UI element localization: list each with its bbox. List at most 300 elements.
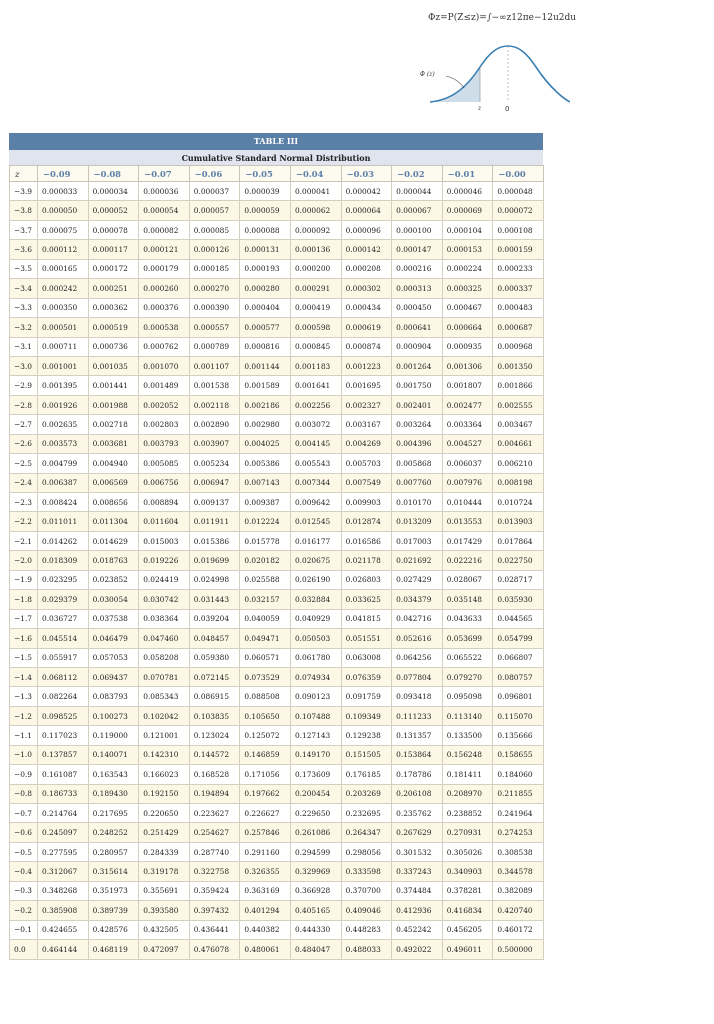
probability-cell: 0.028067	[442, 570, 493, 589]
probability-cell: 0.000325	[442, 279, 493, 298]
probability-cell: 0.001926	[38, 395, 89, 414]
probability-cell: 0.009387	[240, 493, 291, 512]
probability-cell: 0.267629	[392, 823, 443, 842]
z-value-cell: −3.4	[10, 279, 38, 298]
probability-cell: 0.048457	[189, 629, 240, 648]
probability-cell: 0.119000	[88, 726, 139, 745]
z-value-cell: −0.8	[10, 784, 38, 803]
probability-cell: 0.006947	[189, 473, 240, 492]
table-row	[10, 881, 544, 900]
probability-cell: 0.129238	[341, 726, 392, 745]
probability-cell: 0.000224	[442, 259, 493, 278]
probability-cell: 0.000185	[189, 259, 240, 278]
z-value-cell: −0.5	[10, 842, 38, 861]
z-value-cell: −0.3	[10, 881, 38, 900]
table-row	[10, 337, 544, 356]
probability-cell: 0.488033	[341, 940, 392, 959]
table-row	[10, 920, 544, 939]
probability-cell: 0.005543	[290, 454, 341, 473]
probability-cell: 0.024998	[189, 570, 240, 589]
probability-cell: 0.178786	[392, 765, 443, 784]
probability-cell: 0.000362	[88, 298, 139, 317]
probability-cell: 0.002052	[139, 395, 190, 414]
table-row	[10, 590, 544, 609]
probability-cell: 0.001107	[189, 356, 240, 375]
probability-cell: 0.052616	[392, 629, 443, 648]
probability-cell: 0.166023	[139, 765, 190, 784]
probability-cell: 0.500000	[493, 940, 544, 959]
bell-curve	[430, 46, 570, 102]
probability-cell: 0.083793	[88, 687, 139, 706]
probability-cell: 0.000313	[392, 279, 443, 298]
zero-label: 0	[505, 105, 510, 113]
probability-cell: 0.000450	[392, 298, 443, 317]
probability-cell: 0.319178	[139, 862, 190, 881]
probability-cell: 0.021178	[341, 551, 392, 570]
probability-cell: 0.093418	[392, 687, 443, 706]
probability-cell: 0.245097	[38, 823, 89, 842]
probability-cell: 0.000136	[290, 240, 341, 259]
probability-cell: 0.046479	[88, 629, 139, 648]
probability-cell: 0.000619	[341, 318, 392, 337]
probability-cell: 0.044565	[493, 609, 544, 628]
probability-cell: 0.000153	[442, 240, 493, 259]
probability-cell: 0.003681	[88, 434, 139, 453]
phi-pointer	[446, 76, 464, 88]
probability-cell: 0.001144	[240, 356, 291, 375]
normal-table	[9, 133, 543, 960]
probability-cell: 0.018763	[88, 551, 139, 570]
column-header: −0.01	[442, 166, 493, 182]
probability-cell: 0.001183	[290, 356, 341, 375]
probability-cell: 0.069437	[88, 667, 139, 686]
z-label: z	[478, 105, 482, 112]
probability-cell: 0.370700	[341, 881, 392, 900]
probability-cell: 0.057053	[88, 648, 139, 667]
z-column-header: z	[10, 166, 38, 182]
probability-cell: 0.017864	[493, 531, 544, 550]
table-body	[10, 182, 544, 960]
probability-cell: 0.051551	[341, 629, 392, 648]
probability-cell: 0.456205	[442, 920, 493, 939]
z-value-cell: −2.6	[10, 434, 38, 453]
probability-cell: 0.232695	[341, 804, 392, 823]
probability-cell: 0.133500	[442, 726, 493, 745]
probability-cell: 0.018309	[38, 551, 89, 570]
probability-cell: 0.000434	[341, 298, 392, 317]
probability-cell: 0.000291	[290, 279, 341, 298]
probability-cell: 0.008424	[38, 493, 89, 512]
probability-cell: 0.211855	[493, 784, 544, 803]
probability-cell: 0.088508	[240, 687, 291, 706]
probability-cell: 0.432505	[139, 920, 190, 939]
column-header: −0.09	[38, 166, 89, 182]
probability-cell: 0.000200	[290, 259, 341, 278]
table-row	[10, 667, 544, 686]
probability-cell: 0.015003	[139, 531, 190, 550]
probability-cell: 0.274253	[493, 823, 544, 842]
probability-cell: 0.409046	[341, 901, 392, 920]
probability-cell: 0.000350	[38, 298, 89, 317]
probability-cell: 0.401294	[240, 901, 291, 920]
probability-cell: 0.001070	[139, 356, 190, 375]
probability-cell: 0.082264	[38, 687, 89, 706]
z-value-cell: −2.3	[10, 493, 38, 512]
probability-cell: 0.444330	[290, 920, 341, 939]
table-row	[10, 862, 544, 881]
probability-cell: 0.206108	[392, 784, 443, 803]
probability-cell: 0.340903	[442, 862, 493, 881]
table-row	[10, 318, 544, 337]
probability-cell: 0.280957	[88, 842, 139, 861]
table-row	[10, 706, 544, 725]
probability-cell: 0.085343	[139, 687, 190, 706]
phi-label: Φ (z)	[420, 71, 435, 78]
probability-cell: 0.472097	[139, 940, 190, 959]
probability-cell: 0.000033	[38, 182, 89, 201]
probability-cell: 0.000483	[493, 298, 544, 317]
z-value-cell: −1.7	[10, 609, 38, 628]
probability-cell: 0.014262	[38, 531, 89, 550]
probability-cell: 0.291160	[240, 842, 291, 861]
probability-cell: 0.017429	[442, 531, 493, 550]
probability-cell: 0.000641	[392, 318, 443, 337]
z-value-cell: −0.7	[10, 804, 38, 823]
probability-cell: 0.254627	[189, 823, 240, 842]
z-value-cell: −0.2	[10, 901, 38, 920]
probability-cell: 0.005868	[392, 454, 443, 473]
probability-cell: 0.068112	[38, 667, 89, 686]
column-header: −0.08	[88, 166, 139, 182]
probability-cell: 0.020675	[290, 551, 341, 570]
probability-cell: 0.073529	[240, 667, 291, 686]
probability-cell: 0.137857	[38, 745, 89, 764]
probability-cell: 0.452242	[392, 920, 443, 939]
probability-cell: 0.058208	[139, 648, 190, 667]
probability-cell: 0.121001	[139, 726, 190, 745]
probability-cell: 0.223627	[189, 804, 240, 823]
probability-cell: 0.090123	[290, 687, 341, 706]
probability-cell: 0.149170	[290, 745, 341, 764]
probability-cell: 0.032884	[290, 590, 341, 609]
probability-cell: 0.000054	[139, 201, 190, 220]
probability-cell: 0.000404	[240, 298, 291, 317]
probability-cell: 0.049471	[240, 629, 291, 648]
probability-cell: 0.117023	[38, 726, 89, 745]
probability-cell: 0.156248	[442, 745, 493, 764]
z-value-cell: −3.9	[10, 182, 38, 201]
probability-cell: 0.000557	[189, 318, 240, 337]
probability-cell: 0.077804	[392, 667, 443, 686]
table-row	[10, 940, 544, 959]
probability-cell: 0.176185	[341, 765, 392, 784]
probability-cell: 0.074934	[290, 667, 341, 686]
table-row	[10, 182, 544, 201]
z-value-cell: −3.8	[10, 201, 38, 220]
z-value-cell: −1.8	[10, 590, 38, 609]
probability-cell: 0.063008	[341, 648, 392, 667]
probability-cell: 0.241964	[493, 804, 544, 823]
probability-cell: 0.000390	[189, 298, 240, 317]
probability-cell: 0.080757	[493, 667, 544, 686]
probability-cell: 0.004940	[88, 454, 139, 473]
probability-cell: 0.184060	[493, 765, 544, 784]
table-row	[10, 648, 544, 667]
probability-cell: 0.000057	[189, 201, 240, 220]
table-title: TABLE III	[9, 133, 543, 150]
probability-cell: 0.053699	[442, 629, 493, 648]
probability-cell: 0.348268	[38, 881, 89, 900]
probability-cell: 0.000577	[240, 318, 291, 337]
probability-cell: 0.000126	[189, 240, 240, 259]
probability-cell: 0.385908	[38, 901, 89, 920]
probability-cell: 0.064256	[392, 648, 443, 667]
probability-cell: 0.000039	[240, 182, 291, 201]
column-header: −0.00	[493, 166, 544, 182]
probability-cell: 0.107488	[290, 706, 341, 725]
probability-cell: 0.016177	[290, 531, 341, 550]
probability-cell: 0.000100	[392, 220, 443, 239]
probability-cell: 0.079270	[442, 667, 493, 686]
probability-cell: 0.000172	[88, 259, 139, 278]
shaded-area	[430, 67, 480, 102]
probability-cell: 0.378281	[442, 881, 493, 900]
probability-cell: 0.000376	[139, 298, 190, 317]
probability-cell: 0.007976	[442, 473, 493, 492]
probability-cell: 0.001866	[493, 376, 544, 395]
probability-cell: 0.000062	[290, 201, 341, 220]
probability-cell: 0.007143	[240, 473, 291, 492]
z-value-cell: −2.5	[10, 454, 38, 473]
probability-cell: 0.100273	[88, 706, 139, 725]
probability-cell: 0.004269	[341, 434, 392, 453]
cdf-formula: Φz=P(Z≤z)=∫−∞z12πe−12u2du	[428, 13, 577, 23]
probability-cell: 0.000242	[38, 279, 89, 298]
probability-cell: 0.001538	[189, 376, 240, 395]
probability-cell: 0.098525	[38, 706, 89, 725]
probability-cell: 0.492022	[392, 940, 443, 959]
z-value-cell: −0.6	[10, 823, 38, 842]
z-value-cell: −2.1	[10, 531, 38, 550]
probability-cell: 0.000046	[442, 182, 493, 201]
probability-cell: 0.308538	[493, 842, 544, 861]
table-row	[10, 356, 544, 375]
probability-cell: 0.070781	[139, 667, 190, 686]
probability-cell: 0.000159	[493, 240, 544, 259]
probability-cell: 0.006037	[442, 454, 493, 473]
probability-cell: 0.000519	[88, 318, 139, 337]
probability-cell: 0.000501	[38, 318, 89, 337]
probability-cell: 0.001223	[341, 356, 392, 375]
probability-cell: 0.042716	[392, 609, 443, 628]
z-value-cell: −0.4	[10, 862, 38, 881]
table-row	[10, 493, 544, 512]
probability-cell: 0.004661	[493, 434, 544, 453]
probability-cell: 0.004145	[290, 434, 341, 453]
probability-cell: 0.001489	[139, 376, 190, 395]
probability-cell: 0.011911	[189, 512, 240, 531]
probability-cell: 0.146859	[240, 745, 291, 764]
probability-cell: 0.096801	[493, 687, 544, 706]
z-value-cell: −3.6	[10, 240, 38, 259]
probability-cell: 0.065522	[442, 648, 493, 667]
probability-cell: 0.007344	[290, 473, 341, 492]
probability-cell: 0.002890	[189, 415, 240, 434]
z-value-cell: −0.1	[10, 920, 38, 939]
probability-cell: 0.000078	[88, 220, 139, 239]
probability-cell: 0.305026	[442, 842, 493, 861]
column-header: −0.06	[189, 166, 240, 182]
probability-cell: 0.000687	[493, 318, 544, 337]
probability-cell: 0.026190	[290, 570, 341, 589]
table-row	[10, 804, 544, 823]
probability-cell: 0.055917	[38, 648, 89, 667]
table-row	[10, 279, 544, 298]
column-header: −0.02	[392, 166, 443, 182]
probability-cell: 0.001350	[493, 356, 544, 375]
probability-cell: 0.023852	[88, 570, 139, 589]
probability-cell: 0.017003	[392, 531, 443, 550]
probability-cell: 0.015386	[189, 531, 240, 550]
table-row	[10, 687, 544, 706]
probability-cell: 0.004527	[442, 434, 493, 453]
probability-cell: 0.003907	[189, 434, 240, 453]
z-value-cell: −1.9	[10, 570, 38, 589]
column-header: −0.03	[341, 166, 392, 182]
probability-cell: 0.125072	[240, 726, 291, 745]
probability-cell: 0.248252	[88, 823, 139, 842]
probability-cell: 0.054799	[493, 629, 544, 648]
probability-cell: 0.000419	[290, 298, 341, 317]
probability-cell: 0.351973	[88, 881, 139, 900]
probability-cell: 0.217695	[88, 804, 139, 823]
probability-cell: 0.010724	[493, 493, 544, 512]
probability-cell: 0.001807	[442, 376, 493, 395]
probability-cell: 0.000064	[341, 201, 392, 220]
probability-cell: 0.142310	[139, 745, 190, 764]
probability-cell: 0.161087	[38, 765, 89, 784]
table-row	[10, 512, 544, 531]
probability-cell: 0.005386	[240, 454, 291, 473]
probability-cell: 0.001264	[392, 356, 443, 375]
probability-cell: 0.109349	[341, 706, 392, 725]
probability-cell: 0.436441	[189, 920, 240, 939]
probability-cell: 0.326355	[240, 862, 291, 881]
table-row	[10, 259, 544, 278]
probability-cell: 0.111233	[392, 706, 443, 725]
probability-cell: 0.127143	[290, 726, 341, 745]
z-value-cell: −1.5	[10, 648, 38, 667]
probability-cell: 0.000096	[341, 220, 392, 239]
z-value-cell: −2.9	[10, 376, 38, 395]
probability-cell: 0.003467	[493, 415, 544, 434]
table-row	[10, 531, 544, 550]
probability-cell: 0.000072	[493, 201, 544, 220]
probability-cell: 0.102042	[139, 706, 190, 725]
probability-cell: 0.003264	[392, 415, 443, 434]
probability-cell: 0.004025	[240, 434, 291, 453]
probability-cell: 0.034379	[392, 590, 443, 609]
probability-cell: 0.000845	[290, 337, 341, 356]
table-row	[10, 434, 544, 453]
probability-cell: 0.363169	[240, 881, 291, 900]
probability-cell: 0.366928	[290, 881, 341, 900]
probability-cell: 0.033625	[341, 590, 392, 609]
probability-cell: 0.005703	[341, 454, 392, 473]
z-value-cell: −1.0	[10, 745, 38, 764]
probability-cell: 0.050503	[290, 629, 341, 648]
table-row	[10, 201, 544, 220]
probability-cell: 0.105650	[240, 706, 291, 725]
table-row	[10, 765, 544, 784]
probability-cell: 0.039204	[189, 609, 240, 628]
probability-cell: 0.294599	[290, 842, 341, 861]
z-value-cell: −2.7	[10, 415, 38, 434]
probability-cell: 0.135666	[493, 726, 544, 745]
probability-cell: 0.277595	[38, 842, 89, 861]
header-row	[10, 166, 544, 182]
table-row	[10, 842, 544, 861]
z-value-cell: −3.5	[10, 259, 38, 278]
probability-cell: 0.072145	[189, 667, 240, 686]
probability-cell: 0.460172	[493, 920, 544, 939]
probability-cell: 0.016586	[341, 531, 392, 550]
normal-curve-figure	[420, 42, 570, 114]
probability-cell: 0.003573	[38, 434, 89, 453]
probability-cell: 0.000052	[88, 201, 139, 220]
probability-cell: 0.002555	[493, 395, 544, 414]
probability-cell: 0.329969	[290, 862, 341, 881]
probability-cell: 0.045514	[38, 629, 89, 648]
probability-cell: 0.359424	[189, 881, 240, 900]
probability-cell: 0.002256	[290, 395, 341, 414]
probability-cell: 0.008656	[88, 493, 139, 512]
probability-cell: 0.416834	[442, 901, 493, 920]
probability-cell: 0.043633	[442, 609, 493, 628]
probability-cell: 0.448283	[341, 920, 392, 939]
probability-cell: 0.000042	[341, 182, 392, 201]
probability-cell: 0.036727	[38, 609, 89, 628]
probability-cell: 0.004799	[38, 454, 89, 473]
probability-cell: 0.171056	[240, 765, 291, 784]
probability-cell: 0.026803	[341, 570, 392, 589]
probability-cell: 0.002477	[442, 395, 493, 414]
probability-cell: 0.000179	[139, 259, 190, 278]
probability-cell: 0.000092	[290, 220, 341, 239]
probability-cell: 0.028717	[493, 570, 544, 589]
probability-cell: 0.000711	[38, 337, 89, 356]
probability-cell: 0.344578	[493, 862, 544, 881]
probability-cell: 0.480061	[240, 940, 291, 959]
probability-cell: 0.038364	[139, 609, 190, 628]
probability-cell: 0.035930	[493, 590, 544, 609]
probability-cell: 0.032157	[240, 590, 291, 609]
z-value-cell: 0.0	[10, 940, 38, 959]
probability-cell: 0.031443	[189, 590, 240, 609]
probability-cell: 0.197662	[240, 784, 291, 803]
probability-cell: 0.251429	[139, 823, 190, 842]
probability-cell: 0.168528	[189, 765, 240, 784]
table-row	[10, 395, 544, 414]
probability-cell: 0.000050	[38, 201, 89, 220]
probability-cell: 0.001695	[341, 376, 392, 395]
probability-cell: 0.315614	[88, 862, 139, 881]
probability-cell: 0.424655	[38, 920, 89, 939]
probability-cell: 0.000816	[240, 337, 291, 356]
probability-cell: 0.208970	[442, 784, 493, 803]
probability-cell: 0.006210	[493, 454, 544, 473]
probability-cell: 0.003793	[139, 434, 190, 453]
